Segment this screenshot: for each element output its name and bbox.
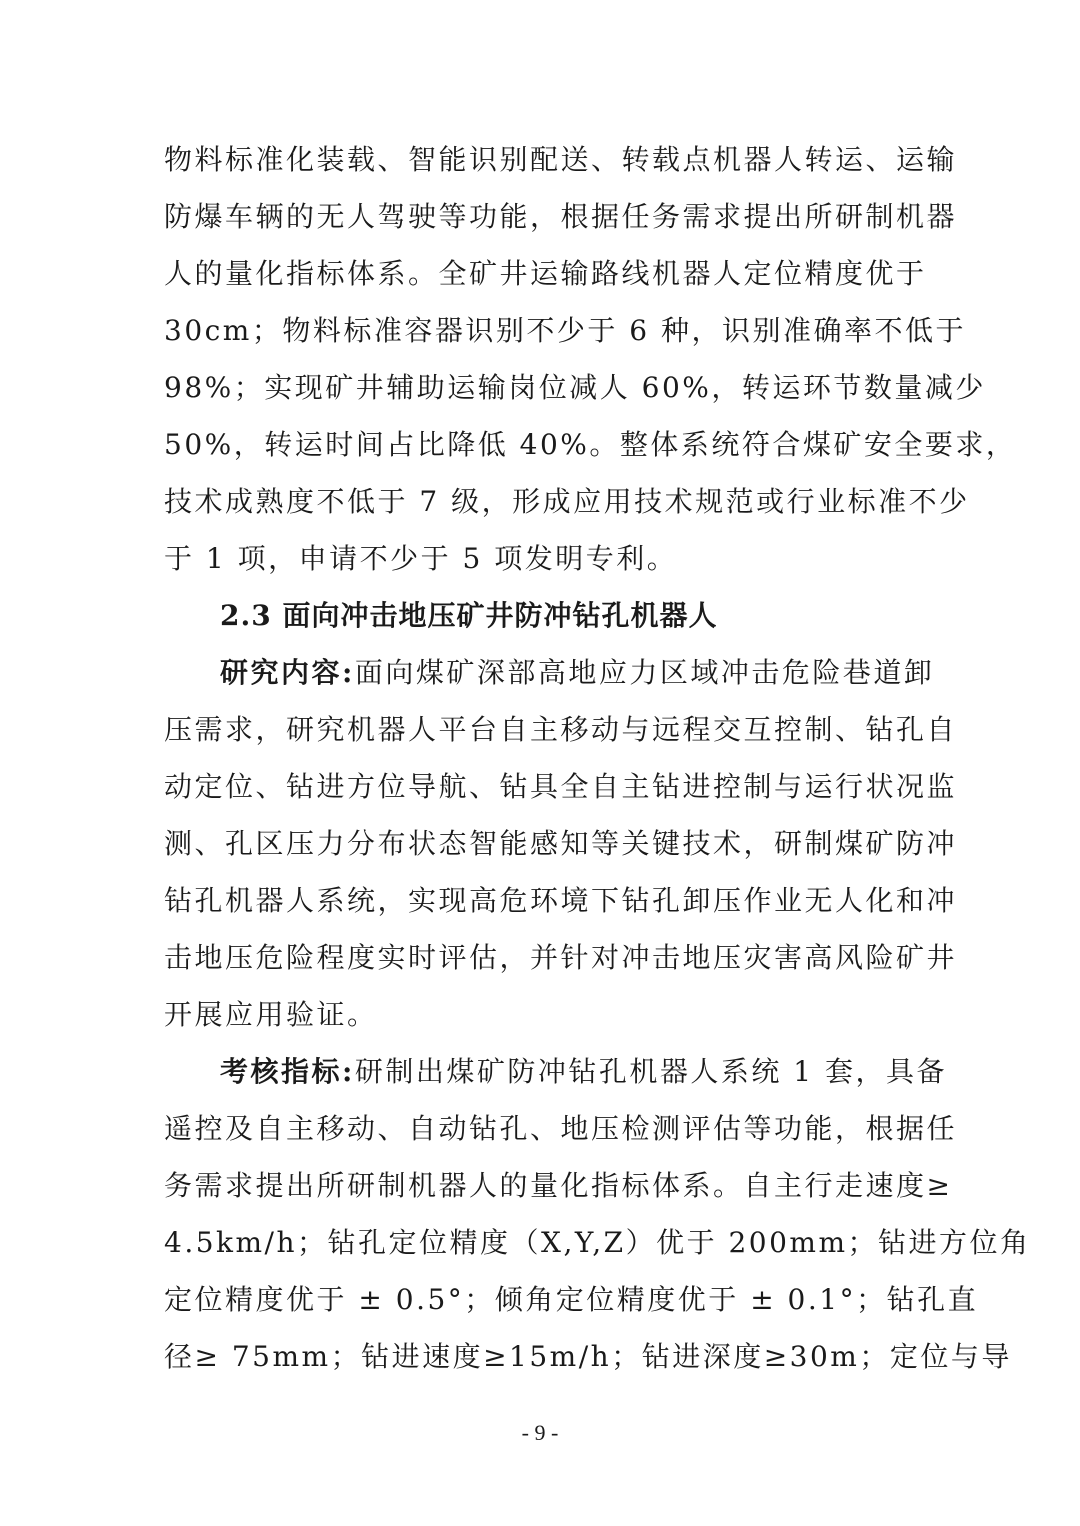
assessment-line: 4.5km/h；钻孔定位精度（X,Y,Z）优于 200mm；钻进方位角 xyxy=(164,1226,1031,1259)
paragraph-line: 50%，转运时间占比降低 40%。整体系统符合煤矿安全要求， xyxy=(164,428,1017,461)
page-number: - 9 - xyxy=(521,1420,559,1445)
assessment-line: 定位精度优于 ± 0.5°；倾角定位精度优于 ± 0.1°；钻孔直 xyxy=(164,1283,979,1316)
paragraph-line: 人的量化指标体系。全矿井运输路线机器人定位精度优于 xyxy=(164,257,927,290)
research-line: 压需求，研究机器人平台自主移动与远程交互控制、钻孔自 xyxy=(164,713,958,746)
research-first-text: 面向煤矿深部高地应力区域冲击危险巷道卸 xyxy=(354,656,935,689)
assessment-first-text: 研制出煤矿防冲钻孔机器人系统 1 套，具备 xyxy=(354,1055,947,1088)
research-line: 动定位、钻进方位导航、钻具全自主钻进控制与运行状况监 xyxy=(164,770,958,803)
research-line: 开展应用验证。 xyxy=(164,998,378,1031)
research-line: 击地压危险程度实时评估，并针对冲击地压灾害高风险矿井 xyxy=(164,941,958,974)
research-first-line xyxy=(220,653,935,693)
section-heading: 2.3 面向冲击地压矿井防冲钻孔机器人 xyxy=(220,599,718,632)
paragraph-line: 98%；实现矿井辅助运输岗位减人 60%，转运环节数量减少 xyxy=(164,371,986,404)
paragraph-line: 30cm；物料标准容器识别不少于 6 种，识别准确率不低于 xyxy=(164,314,966,347)
paragraph-line: 物料标准化装载、智能识别配送、转载点机器人转运、运输 xyxy=(164,143,958,176)
assessment-label: 考核指标: xyxy=(220,1055,355,1088)
research-line: 测、孔区压力分布状态智能感知等关键技术，研制煤矿防冲 xyxy=(164,827,958,860)
paragraph-line: 于 1 项，申请不少于 5 项发明专利。 xyxy=(164,542,678,575)
assessment-first-line xyxy=(220,1052,947,1092)
research-line: 钻孔机器人系统，实现高危环境下钻孔卸压作业无人化和冲 xyxy=(164,884,958,917)
paragraph-line: 技术成熟度不低于 7 级，形成应用技术规范或行业标准不少 xyxy=(164,485,970,518)
research-label: 研究内容: xyxy=(220,656,355,689)
paragraph-line: 防爆车辆的无人驾驶等功能，根据任务需求提出所研制机器 xyxy=(164,200,958,233)
assessment-line: 径≥ 75mm；钻进速度≥15m/h；钻进深度≥30m；定位与导 xyxy=(164,1340,1012,1373)
assessment-line: 务需求提出所研制机器人的量化指标体系。自主行走速度≥ xyxy=(164,1169,953,1202)
assessment-line: 遥控及自主移动、自动钻孔、地压检测评估等功能，根据任 xyxy=(164,1112,958,1145)
